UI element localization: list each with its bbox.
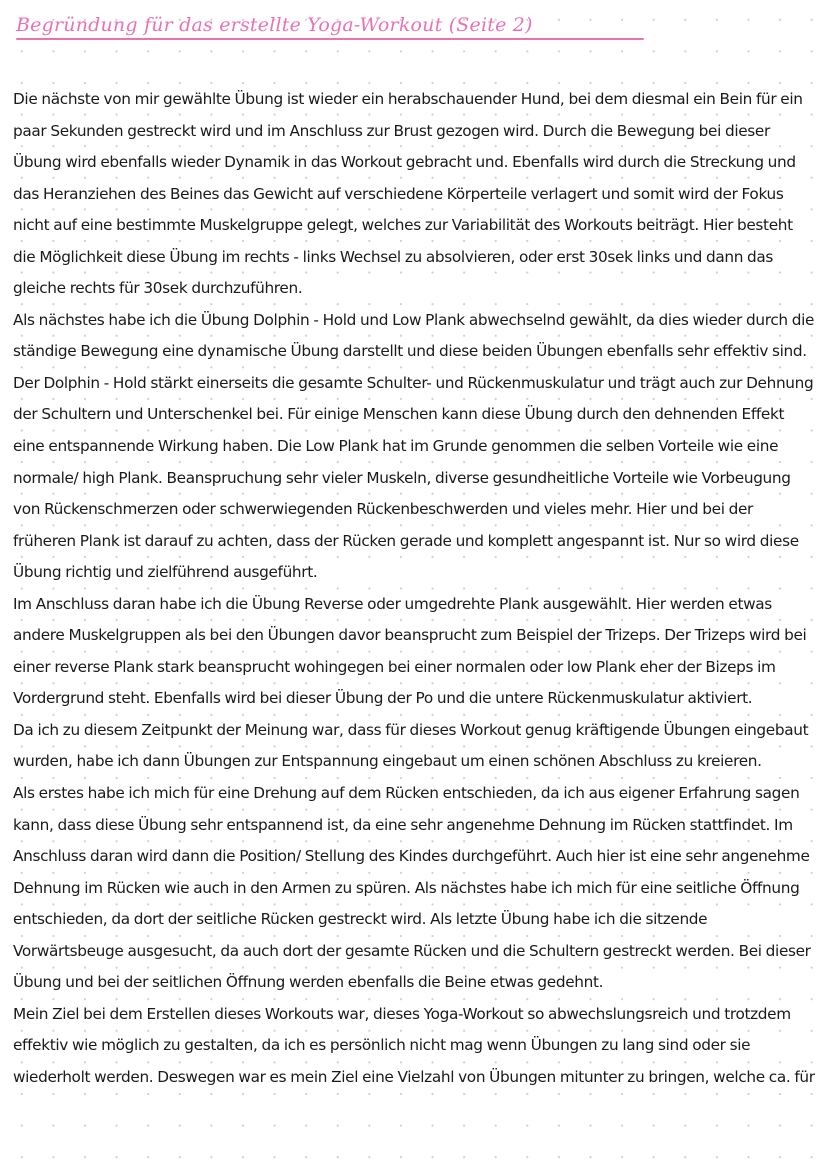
paragraph-dolphin-hold: Als nächstes habe ich die Übung Dolphin - Hold und Low Plank abwechselnd gewählt, da dies wieder durch die ständige Bewegung eine dynamische Übung darstellt und diese beiden Übungen ebenfalls sehr effektiv sind. Der Dolphin - Hold stärkt einerseits die gesamte Schulter- und Rückenmuskulatur und trägt auch zur Dehnung der Schultern und Unterschenkel bei. Für einige Menschen kann diese Übung durch den dehnenden Effekt eine entspannende Wirkung haben. Die Low Plank hat im Grunde genommen die selben Vorteile wie eine normale/ high Plank. Beanspruchung sehr vieler Muskeln, diverse gesundheitliche Vorteile wie Vorbeugung von Rückenschmerzen oder schwerwiegenden Rückenbeschwerden und vieles mehr. Hier und bei der früheren Plank ist darauf zu achten, dass der Rücken gerade und komplett angespannt ist. Nur so wird diese Übung richtig und zielführend ausgeführt.: [13, 310, 815, 582]
paragraph-relaxation-intro: Da ich zu diesem Zeitpunkt der Meinung war, dass für dieses Workout genug kräftigende Übungen eingebaut wurden, habe ich dann Übungen zur Entspannung eingebaut um einen schönen Abschluss zu kreieren.: [13, 720, 809, 771]
title-underline: [16, 38, 644, 40]
page-title: Begründung für das erstellte Yoga-Workout (Seite 2): [16, 14, 533, 36]
body-text: [13, 84, 815, 1094]
paragraph-relaxation-exercises: Als erstes habe ich mich für eine Drehung auf dem Rücken entschieden, da ich aus eigener Erfahrung sagen kann, dass diese Übung sehr entspannend ist, da eine sehr angenehme Dehnung im Rücken stattfindet. Im Anschluss daran wird dann die Position/ Stellung des Kindes durchgeführt. Auch hier ist eine sehr angenehme Dehnung im Rücken wie auch in den Armen zu spüren. Als nächstes habe ich mich für eine seitliche Öffnung entschieden, da dort der seitliche Rücken gestreckt wird. Als letzte Übung habe ich die sitzende Vorwärtsbeuge ausgesucht, da auch dort der gesamte Rücken und die Schultern gestreckt werden. Bei dieser Übung und bei der seitlichen Öffnung werden ebenfalls die Beine etwas gedehnt.: [13, 784, 811, 992]
title-block: [16, 14, 644, 40]
paragraph-reverse-plank: Im Anschluss daran habe ich die Übung Reverse oder umgedrehte Plank ausgewählt. Hier werden etwas andere Muskelgruppen als bei den Übungen davor beansprucht zum Beispiel der Trizeps. Der Trizeps wird bei einer reverse Plank stark beansprucht wohingegen bei einer normalen oder low Plank eher der Bizeps im Vordergrund steht. Ebenfalls wird bei dieser Übung der Po und die untere Rückenmuskulatur aktiviert.: [13, 594, 807, 708]
paragraph-workout-goal: Mein Ziel bei dem Erstellen dieses Workouts war, dieses Yoga-Workout so abwechslungsreich und trotzdem effektiv wie möglich zu gestalten, da ich es persönlich nicht mag wenn Übungen zu lang sind oder sie wiederholt werden. Deswegen war es mein Ziel eine Vielzahl von Übungen mitunter zu bringen, welche ca. für: [13, 1004, 815, 1086]
paragraph-downward-dog: Die nächste von mir gewählte Übung ist wieder ein herabschauender Hund, bei dem diesmal ein Bein für ein paar Sekunden gestreckt wird und im Anschluss zur Brust gezogen wird. Durch die Bewegung bei dieser Übung wird ebenfalls wieder Dynamik in das Workout gebracht und. Ebenfalls wird durch die Streckung und das Heranziehen des Beines das Gewicht auf verschiedene Körperteile verlagert und somit wird der Fokus nicht auf eine bestimmte Muskelgruppe gelegt, welches zur Variabilität des Workouts beiträgt. Hier besteht die Möglichkeit diese Übung im rechts - links Wechsel zu absolvieren, oder erst 30sek links und dann das gleiche rechts für 30sek durchzuführen.: [13, 90, 803, 298]
